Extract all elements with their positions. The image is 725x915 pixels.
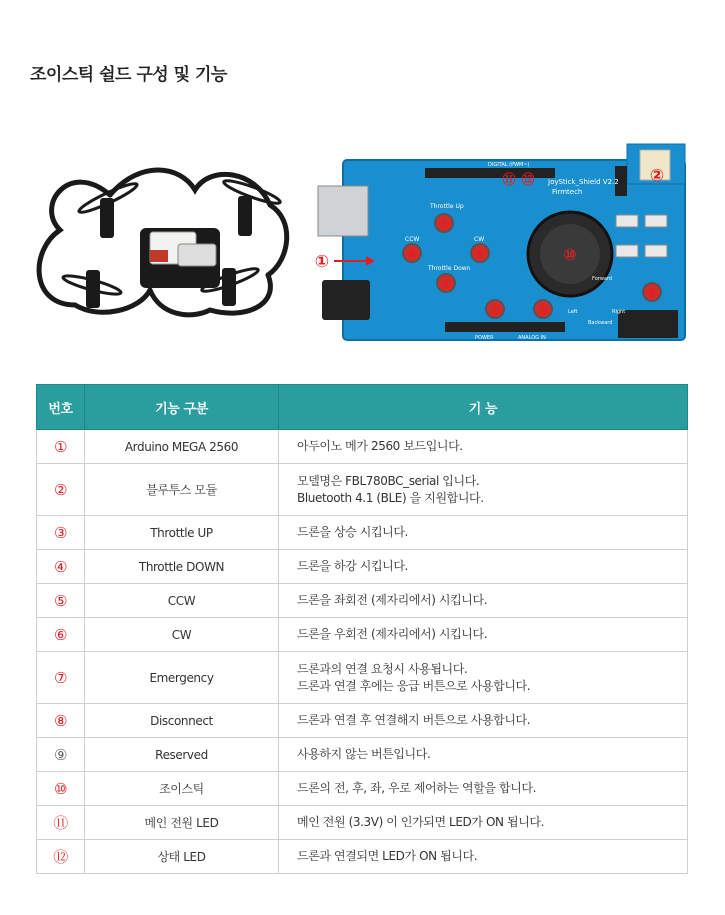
row-function [279,618,688,652]
ccw-label: CCW [405,236,420,243]
row-function [279,430,688,464]
row-number: ① [37,430,85,464]
table-row [37,738,688,772]
left-label: Left [568,309,578,315]
row-function-line: 드론과 연결 후 연결해지 버튼으로 사용합니다. [297,713,531,727]
drone-illustration [39,170,287,315]
row-function [279,464,688,516]
row-function-line: 드론을 우회전 (제자리에서) 시킵니다. [297,627,488,641]
row-function-line: 드론과 연결 후에는 응급 버튼으로 사용합니다. [297,678,531,693]
callout-4: ④ [440,277,452,291]
board-label: JoyStick_Shield V2.2 [548,178,619,186]
table-row [37,464,688,516]
row-function-line: 메인 전원 (3.3V) 이 인가되면 LED가 ON 됩니다. [297,815,544,829]
row-function [279,806,688,840]
row-function [279,738,688,772]
row-number: ⑩ [37,772,85,806]
row-category: Throttle DOWN [85,550,279,584]
row-number: ⑪ [37,806,85,840]
row-function-line: 드론을 하강 시킵니다. [297,559,408,573]
callout-1: ① [314,252,330,272]
row-function [279,550,688,584]
row-number: ⑥ [37,618,85,652]
power-label: POWER [475,335,494,341]
row-category: 조이스틱 [85,772,279,806]
callout-2: ② [649,166,665,186]
row-function-line: 드론을 좌회전 (제자리에서) 시킵니다. [297,593,488,607]
table-row [37,840,688,874]
callout-6: ⑥ [474,247,486,261]
row-function-line: 모델명은 FBL780BC_serial 입니다. [297,473,480,488]
table-header-row [37,385,688,430]
throttle-up-label: Throttle Up [430,203,464,210]
callout-9: ⑨ [646,286,658,300]
row-category: Arduino MEGA 2560 [85,430,279,464]
callout-8: ⑧ [537,303,549,317]
row-function [279,652,688,704]
page-title: 조이스틱 쉴드 구성 및 기능 [30,65,227,85]
row-function [279,772,688,806]
row-category: Throttle UP [85,516,279,550]
backward-label: Backward [588,320,613,326]
table-row [37,652,688,704]
row-function [279,704,688,738]
brand-label: Firmtech [552,188,583,196]
table-row [37,430,688,464]
row-function-line: 드론과 연결되면 LED가 ON 됩니다. [297,849,478,863]
row-number: ③ [37,516,85,550]
row-function-line: 드론과의 연결 요청시 사용됩니다. [297,661,468,676]
row-function [279,516,688,550]
row-function-line: 사용하지 않는 버튼입니다. [297,747,431,761]
row-number: ⑤ [37,584,85,618]
row-number: ⑫ [37,840,85,874]
callout-12: ⑫ [521,173,535,188]
digital-label: DIGITAL (PWM~) [488,162,530,168]
table-row [37,704,688,738]
row-category: Disconnect [85,704,279,738]
row-category: 상태 LED [85,840,279,874]
callout-7: ⑦ [489,303,501,317]
table-row [37,806,688,840]
product-figure [0,120,725,360]
header-function: 기 능 [279,385,688,430]
row-function [279,840,688,874]
row-category: CCW [85,584,279,618]
analog-label: ANALOG IN [518,335,546,341]
row-category: 메인 전원 LED [85,806,279,840]
row-function-line: 드론의 전, 후, 좌, 우로 제어하는 역할을 합니다. [297,781,537,795]
callout-10: ⑩ [563,245,577,264]
callout-3: ③ [438,217,450,231]
row-number: ⑨ [37,738,85,772]
table-row [37,550,688,584]
callout-11: ⑪ [502,173,516,188]
forward-label: Forward [592,276,613,282]
row-category: CW [85,618,279,652]
row-number: ⑧ [37,704,85,738]
right-label: Right [612,309,626,315]
row-number: ⑦ [37,652,85,704]
cw-label: CW [474,236,485,243]
header-category: 기능 구분 [85,385,279,430]
header-number: 번호 [37,385,85,430]
table-row [37,584,688,618]
row-number: ④ [37,550,85,584]
throttle-down-label: Throttle Down [428,265,471,272]
row-function [279,584,688,618]
row-function-line: 드론을 상승 시킵니다. [297,525,408,539]
row-function-line: 아두이노 메가 2560 보드입니다. [297,439,463,453]
table-row [37,772,688,806]
row-function-line: Bluetooth 4.1 (BLE) 을 지원합니다. [297,490,484,505]
function-table [36,384,688,874]
callout-5: ⑤ [406,247,418,261]
row-category: Reserved [85,738,279,772]
row-category: 블루투스 모듈 [85,464,279,516]
product-illustration [0,120,725,360]
row-category: Emergency [85,652,279,704]
table-row [37,618,688,652]
table-row [37,516,688,550]
row-number: ② [37,464,85,516]
